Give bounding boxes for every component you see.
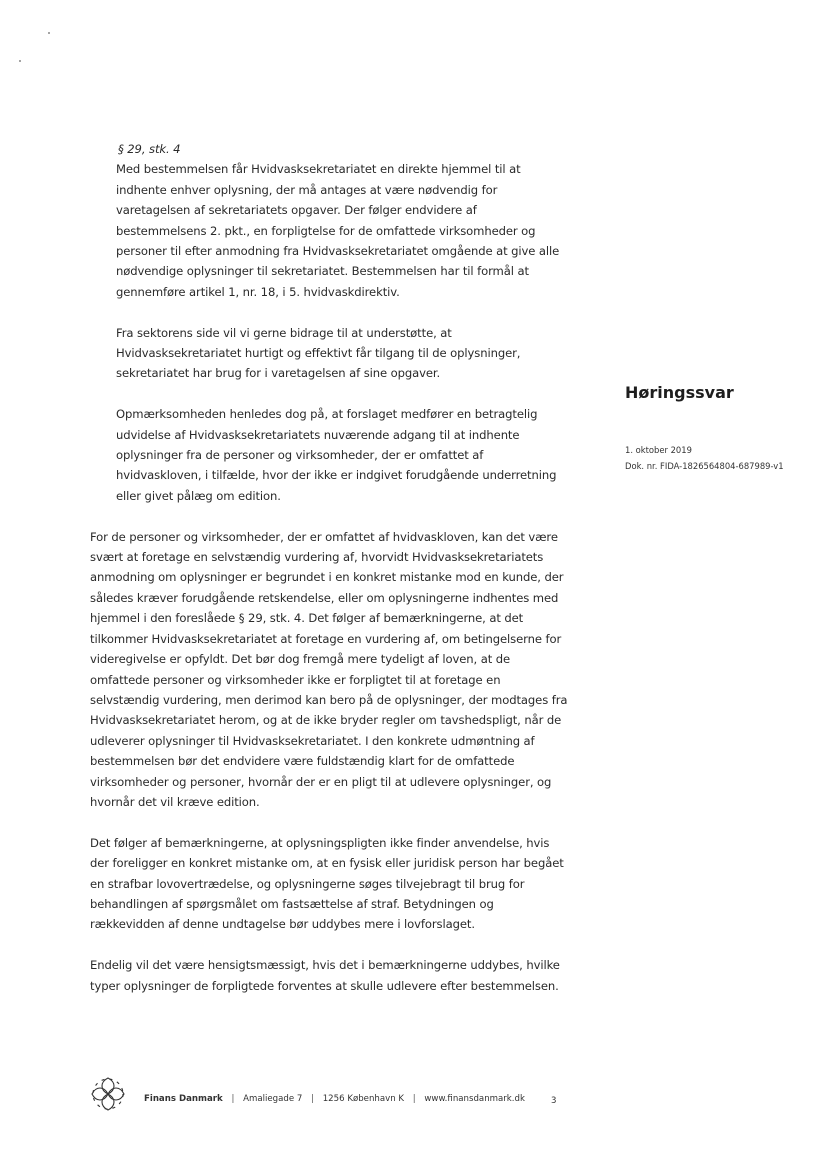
section-title: § 29, stk. 4 [118, 142, 181, 156]
paragraph-2: Fra sektorens side vil vi gerne bidrage til at understøtte, at Hvidvasksekretariatet hurtigt og effektivt får tilgang til de oplysninger, sekretariatet har brug for i varetagelsen af sine opgaver. [116, 325, 521, 381]
scan-speck [19, 60, 21, 62]
side-column [625, 383, 795, 474]
paragraph-1: Med bestemmelsen får Hvidvasksekretariatet en direkte hjemmel til at indhente enhver oplysning, der må antages at være nødvendig for varetagelsen af sekretariatets opgaver. Der følger endvidere af bestemmelsens 2. pkt., en forpligtelse for de omfattede virksomheder og personer til efter anmodning fra Hvidvasksekretariatet omgående at give alle nødvendige oplysninger til sekretariatet. Bestemmelsen har til formål at gennemføre artikel 1, nr. 18, i 5. hvidvaskdirektiv. [116, 162, 560, 299]
main-content [90, 139, 568, 1016]
document-number: Dok. nr. FIDA-1826564804-687989-v1 [625, 461, 784, 471]
document-type-title: Høringssvar [625, 383, 734, 402]
scan-speck [48, 32, 50, 34]
footer-separator: | [231, 1094, 235, 1104]
paragraph-5: Det følger af bemærkningerne, at oplysningspligten ikke finder anvendelse, hvis der foreligger en konkret mistanke om, at en fysisk eller juridisk person har begået en strafbar lovovertrædelse, og oplysningerne søges tilvejebragt til brug for behandlingen af spørgsmålet om fastsættelse af straf. Betydningen og rækkevidden af denne undtagelse bør uddybes mere i lovforslaget. [90, 835, 564, 932]
footer-brand: Finans Danmark [144, 1094, 223, 1104]
paragraph-3: Opmærksomheden henledes dog på, at forslaget medfører en betragtelig udvidelse af Hvidvasksekretariatets nuværende adgang til at indhente oplysninger fra de personer og virksomheder, der er omfattet af hvidvaskloven, i tilfælde, hvor der ikke er indgivet forudgående underretning eller givet pålæg om edition. [116, 407, 557, 503]
paragraph-6: Endelig vil det være hensigtsmæssigt, hvis det i bemærkningerne uddybes, hvilke typer oplysninger de forpligtede forventes at skulle udlevere efter bestemmelsen. [90, 958, 560, 993]
footer-separator: | [412, 1094, 416, 1104]
footer-street: Amaliegade 7 [243, 1094, 303, 1104]
paragraph-4: For de personer og virksomheder, der er omfattet af hvidvaskloven, kan det være svært at foretage en selvstændig vurdering af, hvorvidt Hvidvasksekretariatets anmodning om oplysninger er begrundet i en konkret mistanke mod en kunde, der således kræver forudgående retskendelse, eller om oplysningerne indhentes med hjemmel i den foreslåede § 29, stk. 4. Det følger af bemærkningerne, at det tilkommer Hvidvasksekretariatet at foretage en vurdering af, om betingelserne for videregivelse er opfyldt. Det bør dog fremgå mere tydeligt af loven, at de omfattede personer og virksomheder ikke er forpligtet til at foretage en selvstændig vurdering, men derimod kan bero på de oplysninger, der modtages fra Hvidvasksekretariatet herom, og at de ikke bryder regler om tavshedspligt, når de udleverer oplysninger til Hvidvasksekretariatet. I den konkrete udmøntning af bestemmelsen bør det endvidere være fuldstændig klart for de omfattede virksomheder og personer, hvornår der er en pligt til at udlevere oplysninger, og hvornår det vil kræve edition. [90, 529, 568, 809]
footer-city: 1256 København K [322, 1094, 405, 1104]
footer-separator: | [311, 1094, 314, 1104]
page-footer [88, 1074, 608, 1128]
page-number: 3 [551, 1096, 557, 1106]
footer-website-link[interactable]: www.finansdanmark.dk [424, 1094, 525, 1104]
finans-danmark-logo-icon [88, 1074, 128, 1114]
document-date: 1. oktober 2019 [625, 445, 692, 455]
footer-address-line [144, 1094, 525, 1104]
